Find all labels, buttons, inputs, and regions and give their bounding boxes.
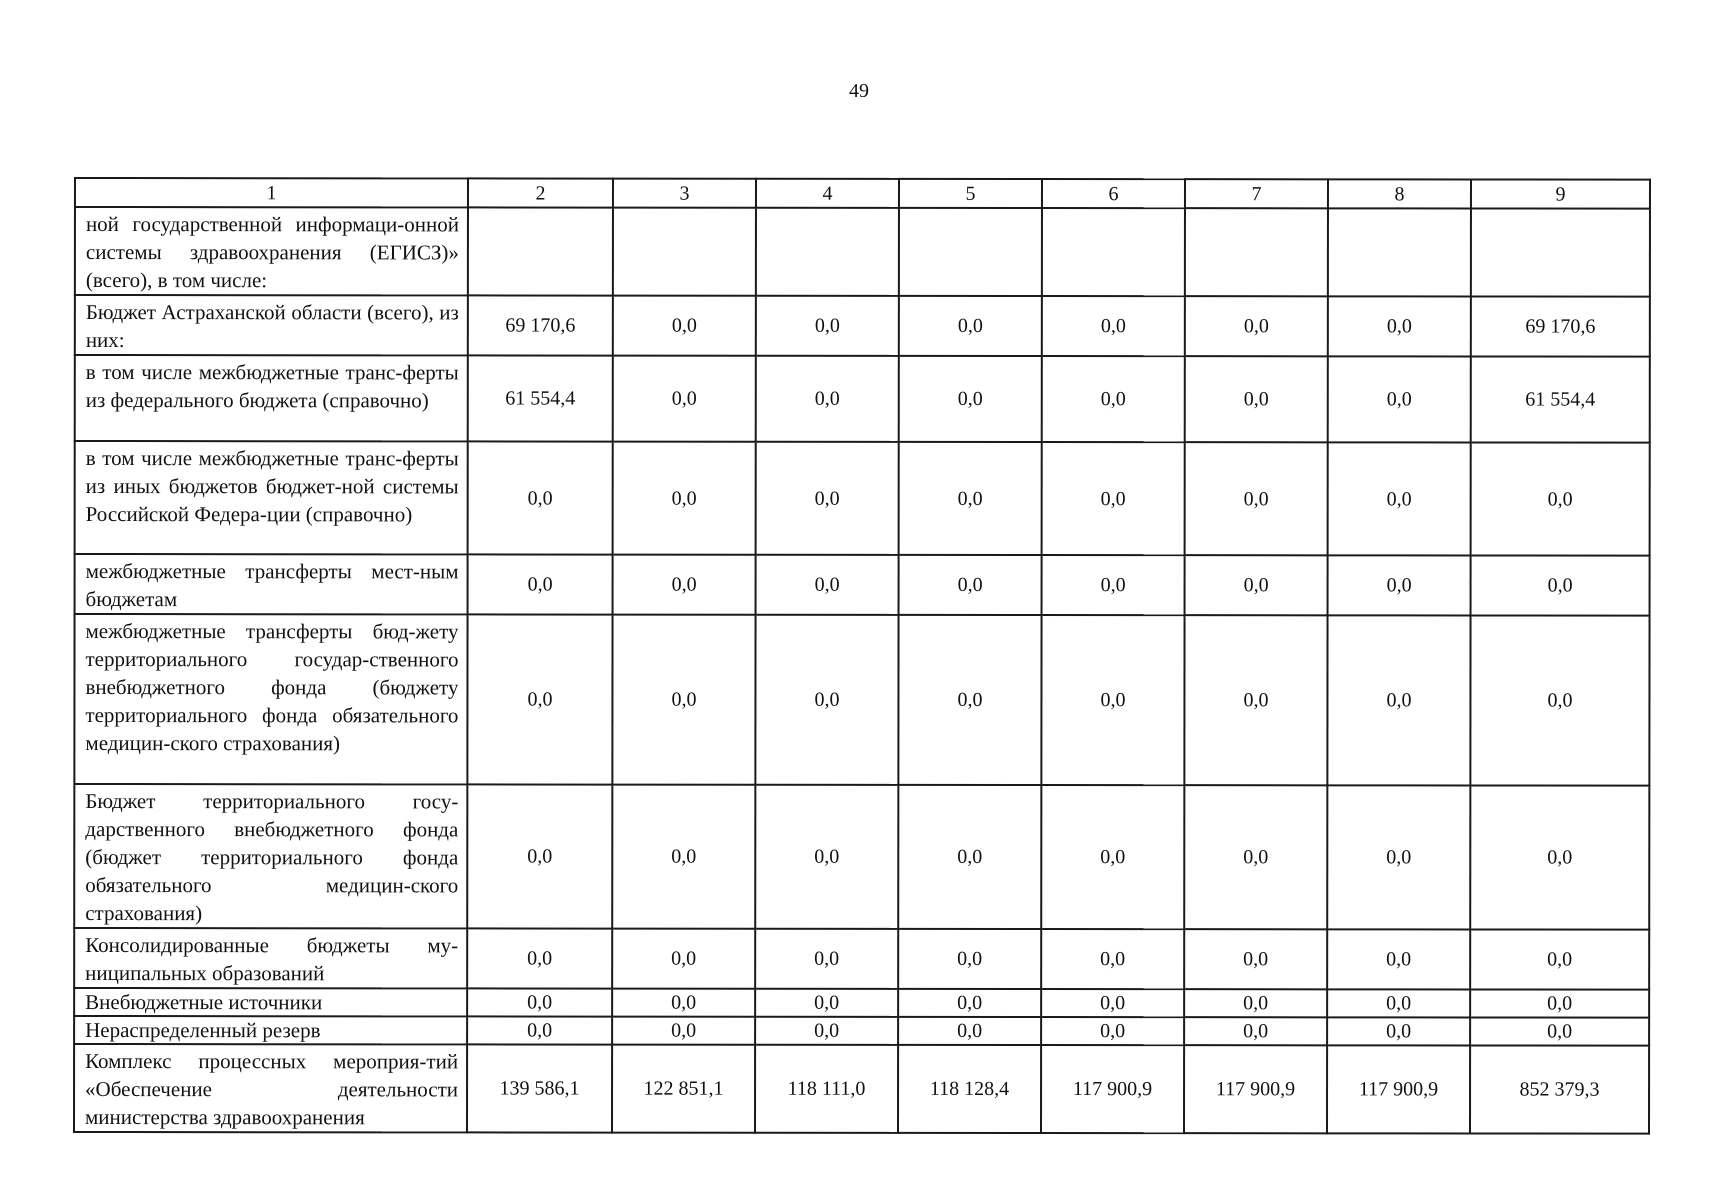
cell-value: 0,0	[467, 614, 612, 784]
cell-value: 0,0	[1470, 989, 1649, 1017]
cell-value: 0,0	[755, 785, 898, 929]
cell-value: 0,0	[468, 554, 613, 614]
column-header: 7	[1185, 179, 1328, 208]
cell-value: 0,0	[612, 615, 755, 785]
cell-value: 0,0	[613, 296, 756, 356]
table-row	[74, 614, 1649, 786]
cell-value: 852 379,3	[1470, 1045, 1649, 1133]
column-header-row	[75, 178, 1650, 209]
cell-value: 61 554,4	[1471, 356, 1650, 442]
column-header: 3	[613, 179, 756, 208]
cell-value: 0,0	[755, 615, 898, 785]
cell-value	[899, 208, 1042, 296]
cell-value: 0,0	[1185, 356, 1328, 442]
cell-value: 0,0	[1041, 929, 1184, 989]
table-body	[74, 178, 1650, 1134]
page-number: 49	[849, 80, 869, 102]
cell-value: 69 170,6	[1471, 296, 1650, 356]
cell-value: 118 111,0	[755, 1045, 898, 1133]
cell-value	[1185, 208, 1328, 296]
row-label: ной государственной информаци-онной системы здравоохранения (ЕГИСЗ)» (всего), в том числе:	[75, 207, 468, 295]
cell-value: 61 554,4	[468, 355, 613, 441]
cell-value: 0,0	[898, 929, 1041, 989]
cell-value: 0,0	[1184, 929, 1327, 989]
cell-value: 0,0	[1470, 1017, 1649, 1045]
cell-value: 139 586,1	[467, 1044, 612, 1132]
cell-value: 0,0	[1185, 555, 1328, 615]
cell-value: 0,0	[1470, 929, 1649, 989]
cell-value: 0,0	[612, 785, 755, 929]
cell-value: 69 170,6	[468, 295, 613, 355]
table-row	[75, 207, 1650, 297]
cell-value: 0,0	[899, 356, 1042, 442]
table-row	[74, 988, 1649, 1018]
cell-value	[1328, 208, 1471, 296]
cell-value: 0,0	[756, 296, 899, 356]
cell-value: 0,0	[898, 1017, 1041, 1045]
cell-value: 0,0	[898, 615, 1041, 785]
cell-value: 0,0	[1185, 442, 1328, 555]
cell-value: 0,0	[612, 929, 755, 989]
cell-value: 117 900,9	[1041, 1045, 1184, 1133]
cell-value: 0,0	[1471, 442, 1650, 555]
cell-value: 0,0	[1184, 785, 1327, 929]
budget-table	[73, 177, 1651, 1135]
cell-value: 0,0	[613, 356, 756, 442]
cell-value: 0,0	[1042, 555, 1185, 615]
cell-value	[613, 208, 756, 296]
column-header: 1	[75, 178, 468, 207]
cell-value: 0,0	[613, 555, 756, 615]
cell-value: 117 900,9	[1184, 1045, 1327, 1133]
cell-value: 0,0	[1185, 296, 1328, 356]
cell-value: 0,0	[612, 1017, 755, 1045]
cell-value	[468, 207, 613, 295]
cell-value: 0,0	[755, 1017, 898, 1045]
cell-value: 0,0	[1042, 356, 1185, 442]
table-row	[75, 441, 1650, 556]
cell-value: 0,0	[467, 1016, 612, 1044]
column-header: 4	[756, 179, 899, 208]
cell-value: 0,0	[1327, 989, 1470, 1017]
cell-value: 0,0	[756, 555, 899, 615]
cell-value: 0,0	[1328, 555, 1471, 615]
column-header: 9	[1471, 179, 1650, 208]
cell-value: 0,0	[1041, 989, 1184, 1017]
cell-value: 0,0	[1184, 989, 1327, 1017]
row-label: Внебюджетные источники	[74, 988, 467, 1016]
cell-value: 0,0	[1041, 785, 1184, 929]
table-row	[75, 554, 1650, 616]
row-label: межбюджетные трансферты бюд-жету территориального государ-ственного внебюджетного фонда (бюджету территориального фонда обязательного медицин-ского страхования)	[74, 614, 467, 784]
cell-value: 0,0	[1328, 356, 1471, 442]
cell-value: 0,0	[1041, 1017, 1184, 1045]
cell-value: 0,0	[1470, 785, 1649, 929]
cell-value: 0,0	[1327, 615, 1470, 785]
cell-value: 0,0	[756, 442, 899, 555]
cell-value: 0,0	[755, 989, 898, 1017]
cell-value: 0,0	[468, 441, 613, 554]
cell-value: 0,0	[899, 442, 1042, 555]
cell-value: 0,0	[467, 928, 612, 988]
table-row	[74, 784, 1649, 930]
table-row	[74, 1044, 1649, 1134]
cell-value: 0,0	[1470, 615, 1649, 785]
column-header: 5	[899, 179, 1042, 208]
cell-value: 0,0	[467, 988, 612, 1016]
row-label: в том числе межбюджетные транс-ферты из федерального бюджета (справочно)	[75, 355, 468, 441]
column-header: 2	[468, 178, 613, 207]
cell-value: 117 900,9	[1327, 1045, 1470, 1133]
cell-value: 0,0	[899, 555, 1042, 615]
cell-value: 0,0	[755, 929, 898, 989]
cell-value: 0,0	[1184, 615, 1327, 785]
cell-value: 0,0	[1041, 615, 1184, 785]
row-label: в том числе межбюджетные транс-ферты из иных бюджетов бюджет-ной системы Российской Федера-ции (справочно)	[75, 441, 468, 554]
cell-value: 0,0	[467, 784, 612, 928]
row-label: Бюджет Астраханской области (всего), из них:	[75, 295, 468, 355]
cell-value	[756, 208, 899, 296]
cell-value: 0,0	[1327, 929, 1470, 989]
cell-value: 0,0	[756, 356, 899, 442]
table-row	[74, 928, 1649, 990]
cell-value: 0,0	[613, 442, 756, 555]
column-header: 6	[1042, 179, 1185, 208]
row-label: Комплекс процессных мероприя-тий «Обеспечение деятельности министерства здравоохранения	[74, 1044, 467, 1132]
cell-value: 0,0	[1184, 1017, 1327, 1045]
cell-value: 0,0	[1042, 442, 1185, 555]
table-row	[75, 295, 1650, 357]
cell-value: 0,0	[1327, 1017, 1470, 1045]
cell-value: 0,0	[612, 989, 755, 1017]
cell-value	[1471, 208, 1650, 296]
cell-value: 0,0	[1327, 785, 1470, 929]
row-label: Нераспределенный резерв	[74, 1016, 467, 1044]
table-row	[74, 1016, 1649, 1046]
cell-value: 118 128,4	[898, 1045, 1041, 1133]
cell-value: 0,0	[898, 989, 1041, 1017]
cell-value: 122 851,1	[612, 1045, 755, 1133]
row-label: Консолидированные бюджеты му-ниципальных образований	[74, 928, 467, 988]
cell-value: 0,0	[1328, 442, 1471, 555]
cell-value	[1042, 208, 1185, 296]
cell-value: 0,0	[1328, 296, 1471, 356]
column-header: 8	[1328, 179, 1471, 208]
cell-value: 0,0	[1471, 555, 1650, 615]
cell-value: 0,0	[899, 296, 1042, 356]
table-row	[75, 355, 1650, 443]
row-label: межбюджетные трансферты мест-ным бюджетам	[75, 554, 468, 614]
cell-value: 0,0	[898, 785, 1041, 929]
row-label: Бюджет территориального госу-дарственного внебюджетного фонда (бюджет территориального фонда обязательного медицин-ского страхования)	[74, 784, 467, 928]
cell-value: 0,0	[1042, 296, 1185, 356]
